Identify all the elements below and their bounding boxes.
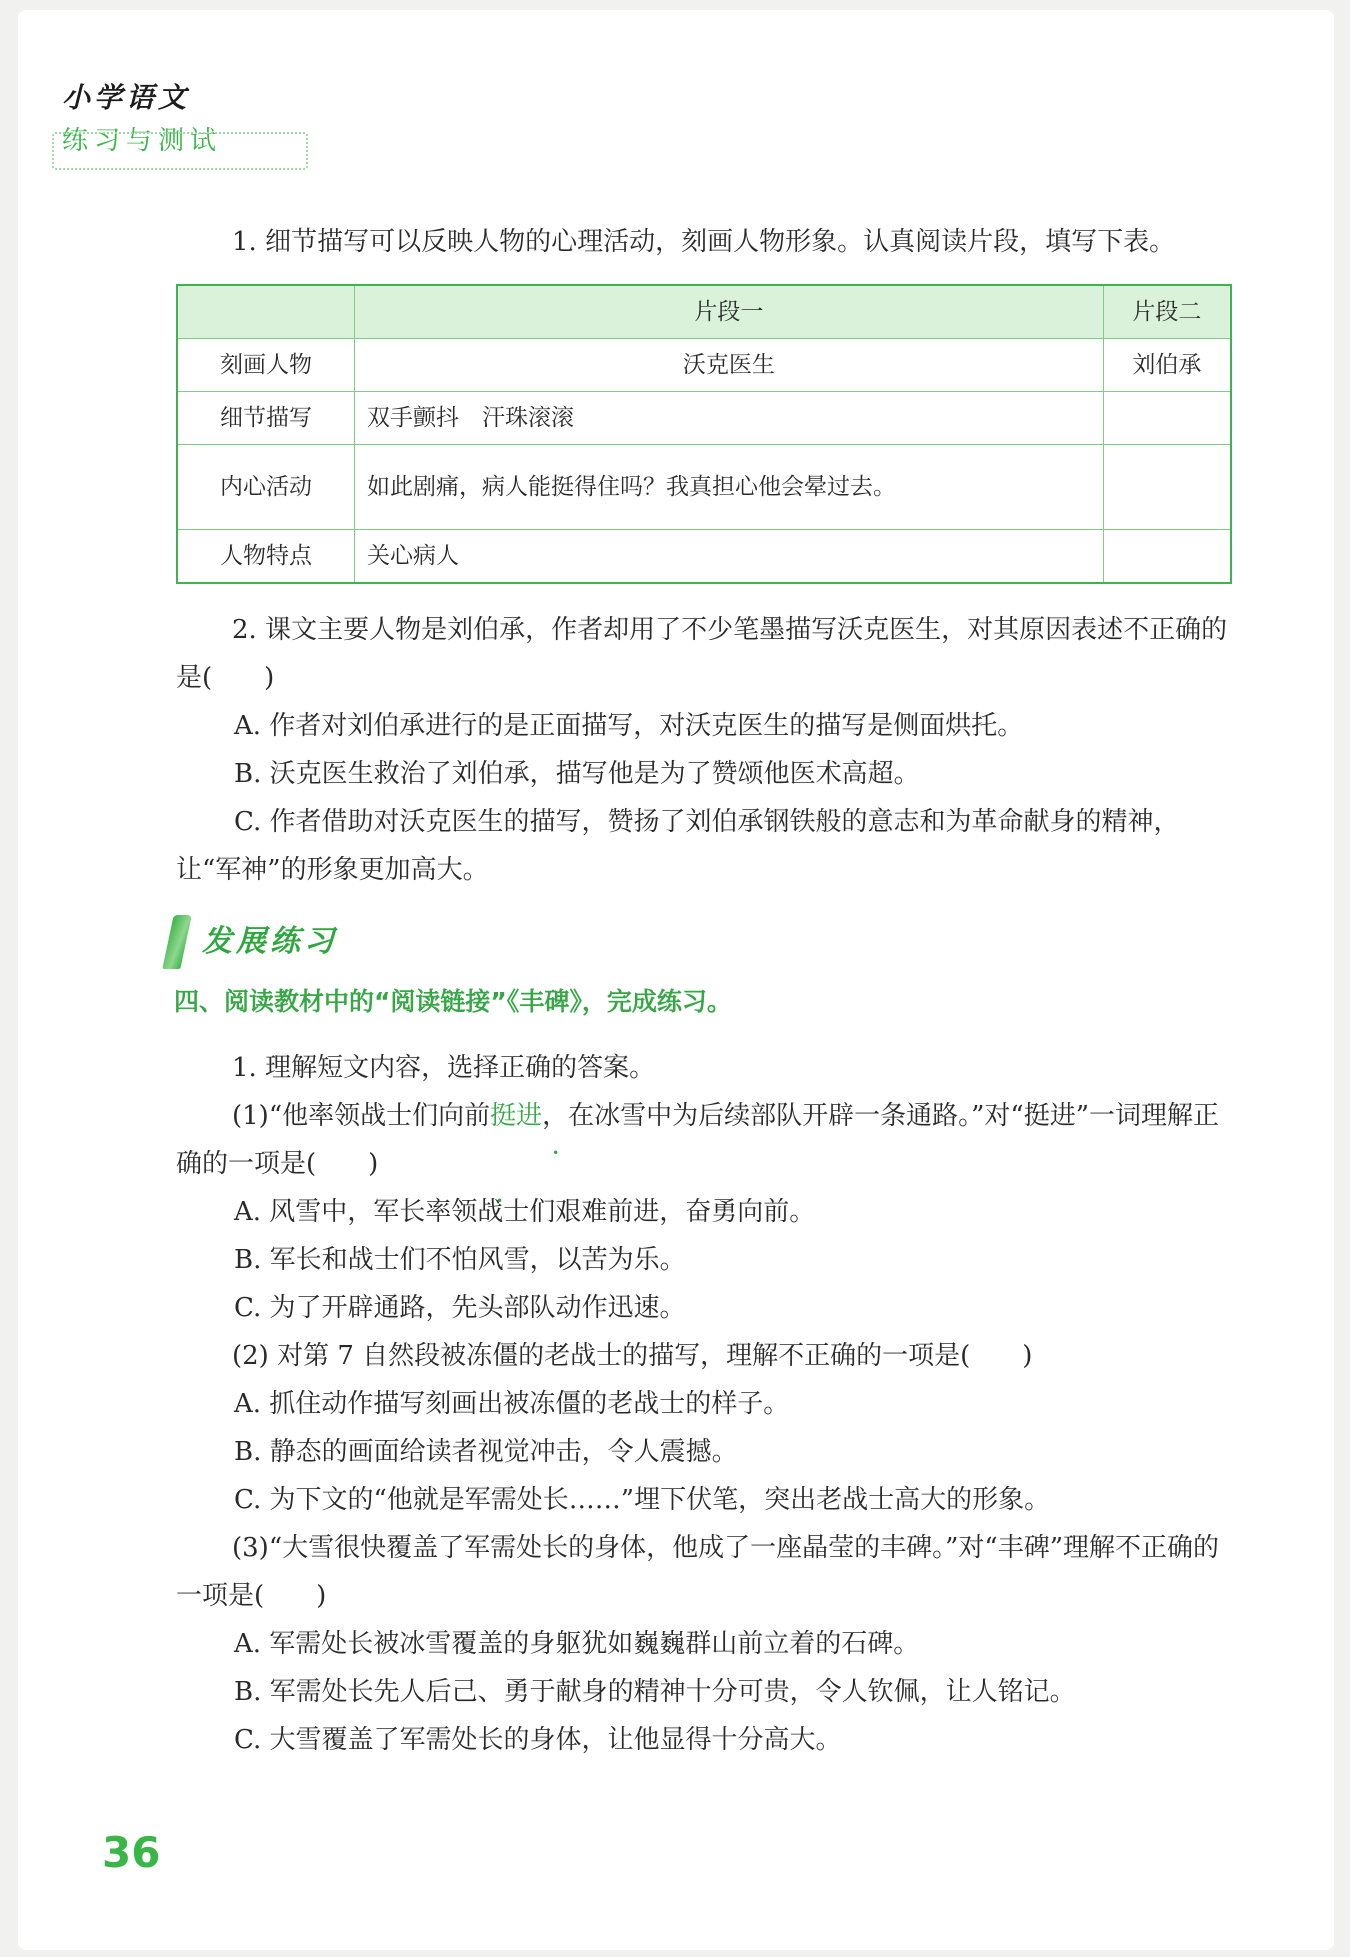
- brand-dotted-frame: [52, 132, 308, 170]
- sub3-option-c[interactable]: C. 大雪覆盖了军需处长的身体，让他显得十分高大。: [234, 1725, 842, 1755]
- col-header-frag2: 片段二: [1103, 285, 1231, 339]
- sub3-option-b[interactable]: B. 军需处长先人后己、勇于献身的精神十分可贵，令人钦佩，让人铭记。: [234, 1677, 1076, 1707]
- page-number: 36: [102, 1828, 161, 1877]
- sub3-option-a[interactable]: A. 军需处长被冰雪覆盖的身躯犹如巍巍群山前立着的石碑。: [234, 1629, 920, 1659]
- frag2-answer-blank[interactable]: [1103, 445, 1231, 530]
- sub3-stem: (3)“大雪很快覆盖了军需处长的身体，他成了一座晶莹的丰碑。”对“丰碑”理解不正确的一项是( ): [176, 1533, 1219, 1611]
- section-header: [168, 912, 1234, 972]
- frag1-cell: 关心病人: [355, 530, 1104, 584]
- row-label: 刻画人物: [177, 339, 355, 392]
- table-row: [177, 530, 1231, 584]
- frag2-answer-blank[interactable]: [1103, 530, 1231, 584]
- frag2-answer-blank[interactable]: [1103, 392, 1231, 445]
- page-content: [176, 218, 1234, 1764]
- reading-intro: 1. 理解短文内容，选择正确的答案。: [232, 1053, 656, 1083]
- q2-option-c[interactable]: C. 作者借助对沃克医生的描写，赞扬了刘伯承钢铁般的意志和为革命献身的精神，让“军神”的形象更加高大。: [176, 807, 1180, 885]
- table-header-row: [177, 285, 1231, 339]
- sub1-option-a[interactable]: A. 风雪中，军长率领战士们艰难前进，奋勇向前。: [234, 1197, 816, 1227]
- q2-option-b[interactable]: B. 沃克医生救治了刘伯承，描写他是为了赞颂他医术高超。: [234, 759, 920, 789]
- pencil-icon: [162, 915, 191, 969]
- sub1-option-c[interactable]: C. 为了开辟通路，先头部队动作迅速。: [234, 1293, 686, 1323]
- col-header-frag1: 片段一: [355, 285, 1104, 339]
- sub1-stem: [176, 1092, 1234, 1188]
- sub2-option-a[interactable]: A. 抓住动作描写刻画出被冻僵的老战士的样子。: [234, 1389, 790, 1419]
- page-sheet: [18, 10, 1334, 1950]
- q2-option-a[interactable]: A. 作者对刘伯承进行的是正面描写，对沃克医生的描写是侧面烘托。: [234, 711, 1024, 741]
- emphasized-word: 挺进 • •: [490, 1101, 542, 1131]
- section-question: 四、阅读教材中的“阅读链接”《丰碑》，完成练习。: [174, 987, 732, 1016]
- row-label: 内心活动: [177, 445, 355, 530]
- sub1-stem-before: (1)“他率领战士们向前: [232, 1101, 491, 1131]
- table-row: [177, 445, 1231, 530]
- frag1-cell: 双手颤抖 汗珠滚滚: [355, 392, 1104, 445]
- row-label: 人物特点: [177, 530, 355, 584]
- section-title: 发展练习: [202, 924, 338, 959]
- sub1-option-b[interactable]: B. 军长和战士们不怕风雪，以苦为乐。: [234, 1245, 686, 1275]
- book-title: 练习与测试: [62, 126, 223, 156]
- table-corner-cell: [177, 285, 355, 339]
- table-row: [177, 339, 1231, 392]
- q1-intro: 1. 细节描写可以反映人物的心理活动，刻画人物形象。认真阅读片段，填写下表。: [232, 227, 1176, 257]
- sub2-option-b[interactable]: B. 静态的画面给读者视觉冲击，令人震撼。: [234, 1437, 738, 1467]
- q2-stem: 2. 课文主要人物是刘伯承，作者却用了不少笔墨描写沃克医生，对其原因表述不正确的是( ): [176, 615, 1228, 693]
- sub1-stem-after: ，在冰雪中为后续部队开辟一条通路。”对“挺进”一词理解正确的一项是( ): [176, 1101, 1220, 1179]
- sub2-stem: (2) 对第 7 自然段被冻僵的老战士的描写，理解不正确的一项是( ): [232, 1341, 1033, 1371]
- frag1-cell: 沃克医生: [355, 339, 1104, 392]
- series-title: 小学语文: [62, 81, 191, 114]
- sub2-option-c[interactable]: C. 为下文的“他就是军需处长……”埋下伏笔，突出老战士高大的形象。: [234, 1485, 1051, 1515]
- row-label: 细节描写: [177, 392, 355, 445]
- frag1-cell: 如此剧痛，病人能挺得住吗？我真担心他会晕过去。: [355, 445, 1104, 530]
- table-row: [177, 392, 1231, 445]
- fragment-table: [176, 284, 1232, 584]
- frag2-cell: 刘伯承: [1103, 339, 1231, 392]
